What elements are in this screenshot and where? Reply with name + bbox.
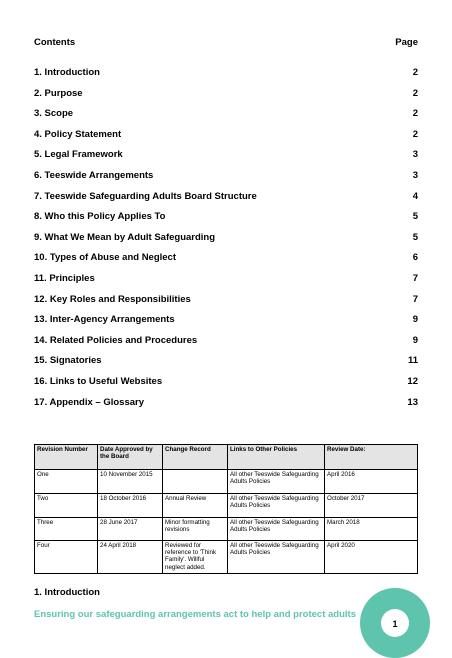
toc-entry-label: 13. Inter-Agency Arrangements (34, 314, 175, 326)
page-number: 1 (392, 619, 398, 629)
table-cell: One (35, 470, 98, 494)
toc-entry-label: 8. Who this Policy Applies To (34, 211, 166, 223)
table-row (35, 541, 418, 574)
toc-entry-label: 14. Related Policies and Procedures (34, 334, 198, 346)
toc-entry-label: 5. Legal Framework (34, 149, 123, 161)
toc-entry-page: 5 (412, 231, 418, 243)
toc-entry[interactable] (34, 129, 418, 150)
header-cell: Date Approved by the Board (98, 445, 163, 470)
table-row (35, 518, 418, 541)
table-cell: Three (35, 518, 98, 541)
toc-entry[interactable] (34, 355, 418, 376)
footer-tagline: Ensuring our safeguarding arrangements act to help and protect adults (34, 609, 356, 620)
table-cell: 10 November 2015 (98, 470, 163, 494)
table-cell: Annual Review (163, 494, 228, 518)
table-header-row (35, 445, 418, 470)
toc-entry[interactable] (34, 211, 418, 232)
table-cell: 18 October 2016 (98, 494, 163, 518)
toc-entry-label: 6. Teeswide Arrangements (34, 169, 154, 181)
toc-entry-page: 4 (412, 190, 418, 202)
table-cell: Minor formatting revisions (163, 518, 228, 541)
header-cell: Links to Other Policies (228, 445, 325, 470)
toc-entry-page: 12 (407, 375, 418, 387)
table-cell: All other Teeswide Safeguarding Adults Policies (228, 470, 325, 494)
toc-entry[interactable] (34, 191, 418, 212)
revision-history-table (34, 444, 418, 574)
toc-entry-page: 9 (412, 314, 418, 326)
table-cell: All other Teeswide Safeguarding Adults Policies (228, 541, 325, 574)
contents-header (34, 37, 418, 48)
toc-entry-label: 1. Introduction (34, 67, 100, 78)
toc-entry[interactable] (34, 335, 418, 356)
toc-entry-label: 10. Types of Abuse and Neglect (34, 252, 177, 264)
toc-entry[interactable] (34, 376, 418, 397)
toc-entry[interactable] (34, 67, 418, 88)
toc-entry[interactable] (34, 88, 418, 109)
toc-entry-page: 3 (412, 149, 418, 161)
toc-entry[interactable] (34, 108, 418, 129)
table-cell: October 2017 (325, 494, 418, 518)
toc-entry-label: 3. Scope (34, 108, 74, 120)
section-heading: 1. Introduction (34, 587, 100, 598)
toc-entry-label: 2. Purpose (34, 87, 83, 99)
toc-entry[interactable] (34, 273, 418, 294)
toc-entry-label: 9. What We Mean by Adult Safeguarding (34, 231, 216, 243)
table-cell: Two (35, 494, 98, 518)
toc-entry-page: 2 (412, 87, 418, 99)
toc-entry-page: 5 (412, 211, 418, 223)
toc-entry[interactable] (34, 314, 418, 335)
table-cell: March 2018 (325, 518, 418, 541)
table-cell (163, 470, 228, 494)
toc-entry-page: 11 (407, 355, 418, 367)
table-cell: Reviewed for reference to 'Think Family'. Willful neglect added. (163, 541, 228, 574)
table-cell: Four (35, 541, 98, 574)
toc-entry-page: 6 (412, 252, 418, 264)
toc-entry-page: 2 (412, 108, 418, 120)
toc-entry-label: 7. Teeswide Safeguarding Adults Board Structure (34, 190, 257, 202)
toc-entry-label: 12. Key Roles and Responsibilities (34, 293, 191, 305)
toc-entry-page: 13 (407, 396, 418, 408)
toc-entry[interactable] (34, 170, 418, 191)
toc-entry-page: 9 (412, 334, 418, 346)
toc-entry[interactable] (34, 397, 418, 418)
toc-entry-label: 4. Policy Statement (34, 128, 122, 140)
toc-entry[interactable] (34, 149, 418, 170)
header-cell: Change Record (163, 445, 228, 470)
toc-entry-label: 17. Appendix – Glossary (34, 396, 144, 408)
page-column-label: Page (395, 37, 418, 48)
table-cell: April 2016 (325, 470, 418, 494)
table-cell: All other Teeswide Safeguarding Adults Policies (228, 494, 325, 518)
toc-entry-label: 15. Signatories (34, 355, 102, 367)
table-cell: April 2020 (325, 541, 418, 574)
header-cell: Review Date: (325, 445, 418, 470)
toc-entry-label: 16. Links to Useful Websites (34, 375, 163, 387)
toc-entry[interactable] (34, 232, 418, 253)
table-of-contents (34, 67, 418, 417)
table-row (35, 470, 418, 494)
toc-entry-page: 2 (412, 128, 418, 140)
table-cell: All other Teeswide Safeguarding Adults Policies (228, 518, 325, 541)
table-cell: 24 April 2018 (98, 541, 163, 574)
toc-entry-page: 2 (412, 67, 418, 78)
toc-entry-page: 7 (412, 272, 418, 284)
table-row (35, 494, 418, 518)
toc-entry-label: 11. Principles (34, 272, 95, 284)
header-cell: Revision Number (35, 445, 98, 470)
contents-title: Contents (34, 37, 76, 48)
toc-entry-page: 3 (412, 169, 418, 181)
toc-entry-page: 7 (412, 293, 418, 305)
table-cell: 28 June 2017 (98, 518, 163, 541)
toc-entry[interactable] (34, 252, 418, 273)
toc-entry[interactable] (34, 294, 418, 315)
